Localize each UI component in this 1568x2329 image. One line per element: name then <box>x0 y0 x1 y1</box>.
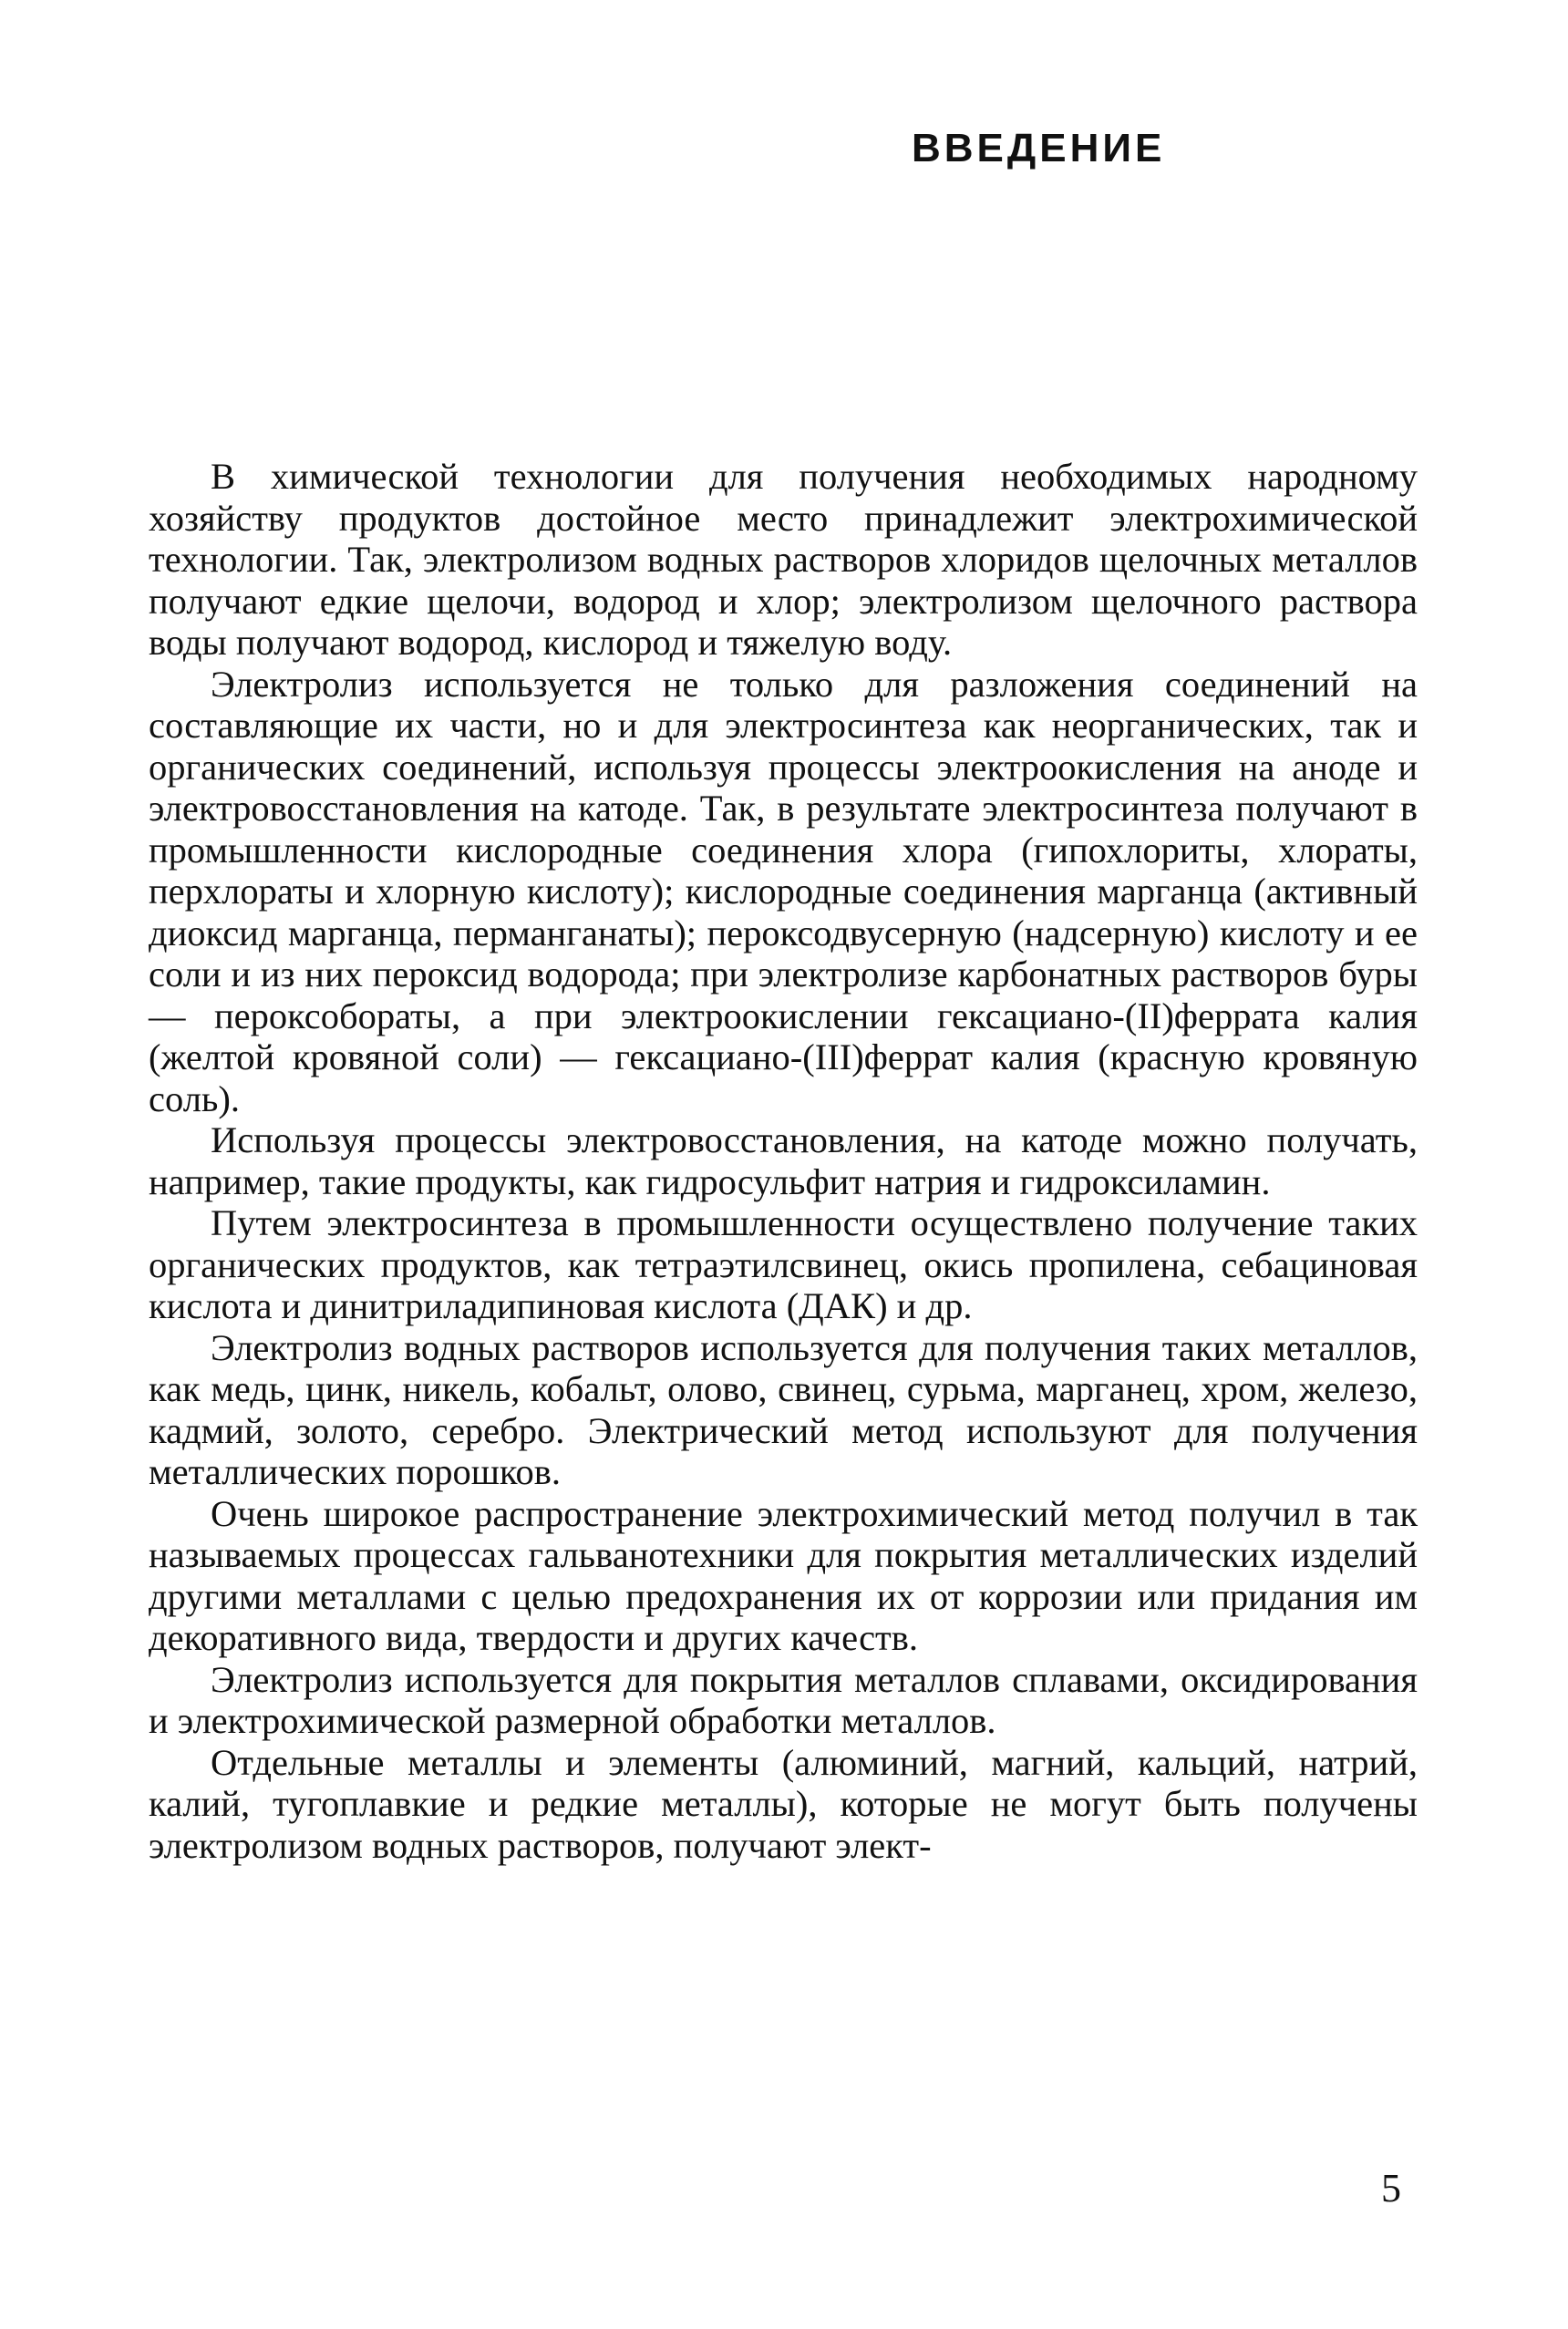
paragraph-3: Используя процессы электровосстановления, на катоде можно получать, например, такие продукты, как гидросульфит натрия и гидроксиламин. <box>149 1119 1418 1202</box>
paragraph-4: Путем электросинтеза в промышленности осуществлено получение таких органических продуктов, как тетраэтилсвинец, окись пропилена, себациновая кислота и динитриладипиновая кислота (ДАК) и др. <box>149 1202 1418 1326</box>
paragraph-5: Электролиз водных растворов используется для получения таких металлов, как медь, цинк, никель, кобальт, олово, свинец, сурьма, марганец, хром, железо, кадмий, золото, серебро. Электрический метод используют для получения металлических порошков. <box>149 1326 1418 1492</box>
paragraph-1: В химической технологии для получения необходимых народному хозяйству продуктов достойное место принадлежит электрохимической технологии. Так, электролизом водных растворов хлоридов щелочных металлов получают едкие щелочи, водород и хлор; электролизом щелочного раствора воды получают водород, кислород и тяжелую воду. <box>149 456 1418 663</box>
chapter-heading: ВВЕДЕНИЕ <box>912 126 1166 170</box>
paragraph-2: Электролиз используется не только для разложения соединений на составляющие их части, но и для электросинтеза как неорганических, так и органических соединений, используя процессы электроокисления на аноде и электровосстановления на катоде. Так, в результате электросинтеза получают в промышленности кислородные соединения хлора (гипохлориты, хлораты, перхлораты и хлорную кислоту); кислородные соединения марганца (активный диоксид марганца, перманганаты); пероксодвусерную (надсерную) кислоту и ее соли и из них пероксид водорода; при электролизе карбонатных растворов буры — пероксобораты, а при электроокислении гексациано-(II)феррата калия (желтой кровяной соли) — гексациано-(III)феррат калия (красную кровяную соль). <box>149 663 1418 1119</box>
paragraph-7: Электролиз используется для покрытия металлов сплавами, оксидирования и электрохимической размерной обработки металлов. <box>149 1658 1418 1741</box>
paragraph-6: Очень широкое распространение электрохимический метод получил в так называемых процессах гальванотехники для покрытия металлических изделий другими металлами с целью предохранения их от коррозии или придания им декоративного вида, твердости и других качеств. <box>149 1492 1418 1658</box>
body-text <box>149 456 1418 1866</box>
paragraph-8: Отдельные металлы и элементы (алюминий, магний, кальций, натрий, калий, тугоплавкие и редкие металлы), которые не могут быть получены электролизом водных растворов, получают элект- <box>149 1741 1418 1866</box>
page-number: 5 <box>1381 2166 1401 2210</box>
